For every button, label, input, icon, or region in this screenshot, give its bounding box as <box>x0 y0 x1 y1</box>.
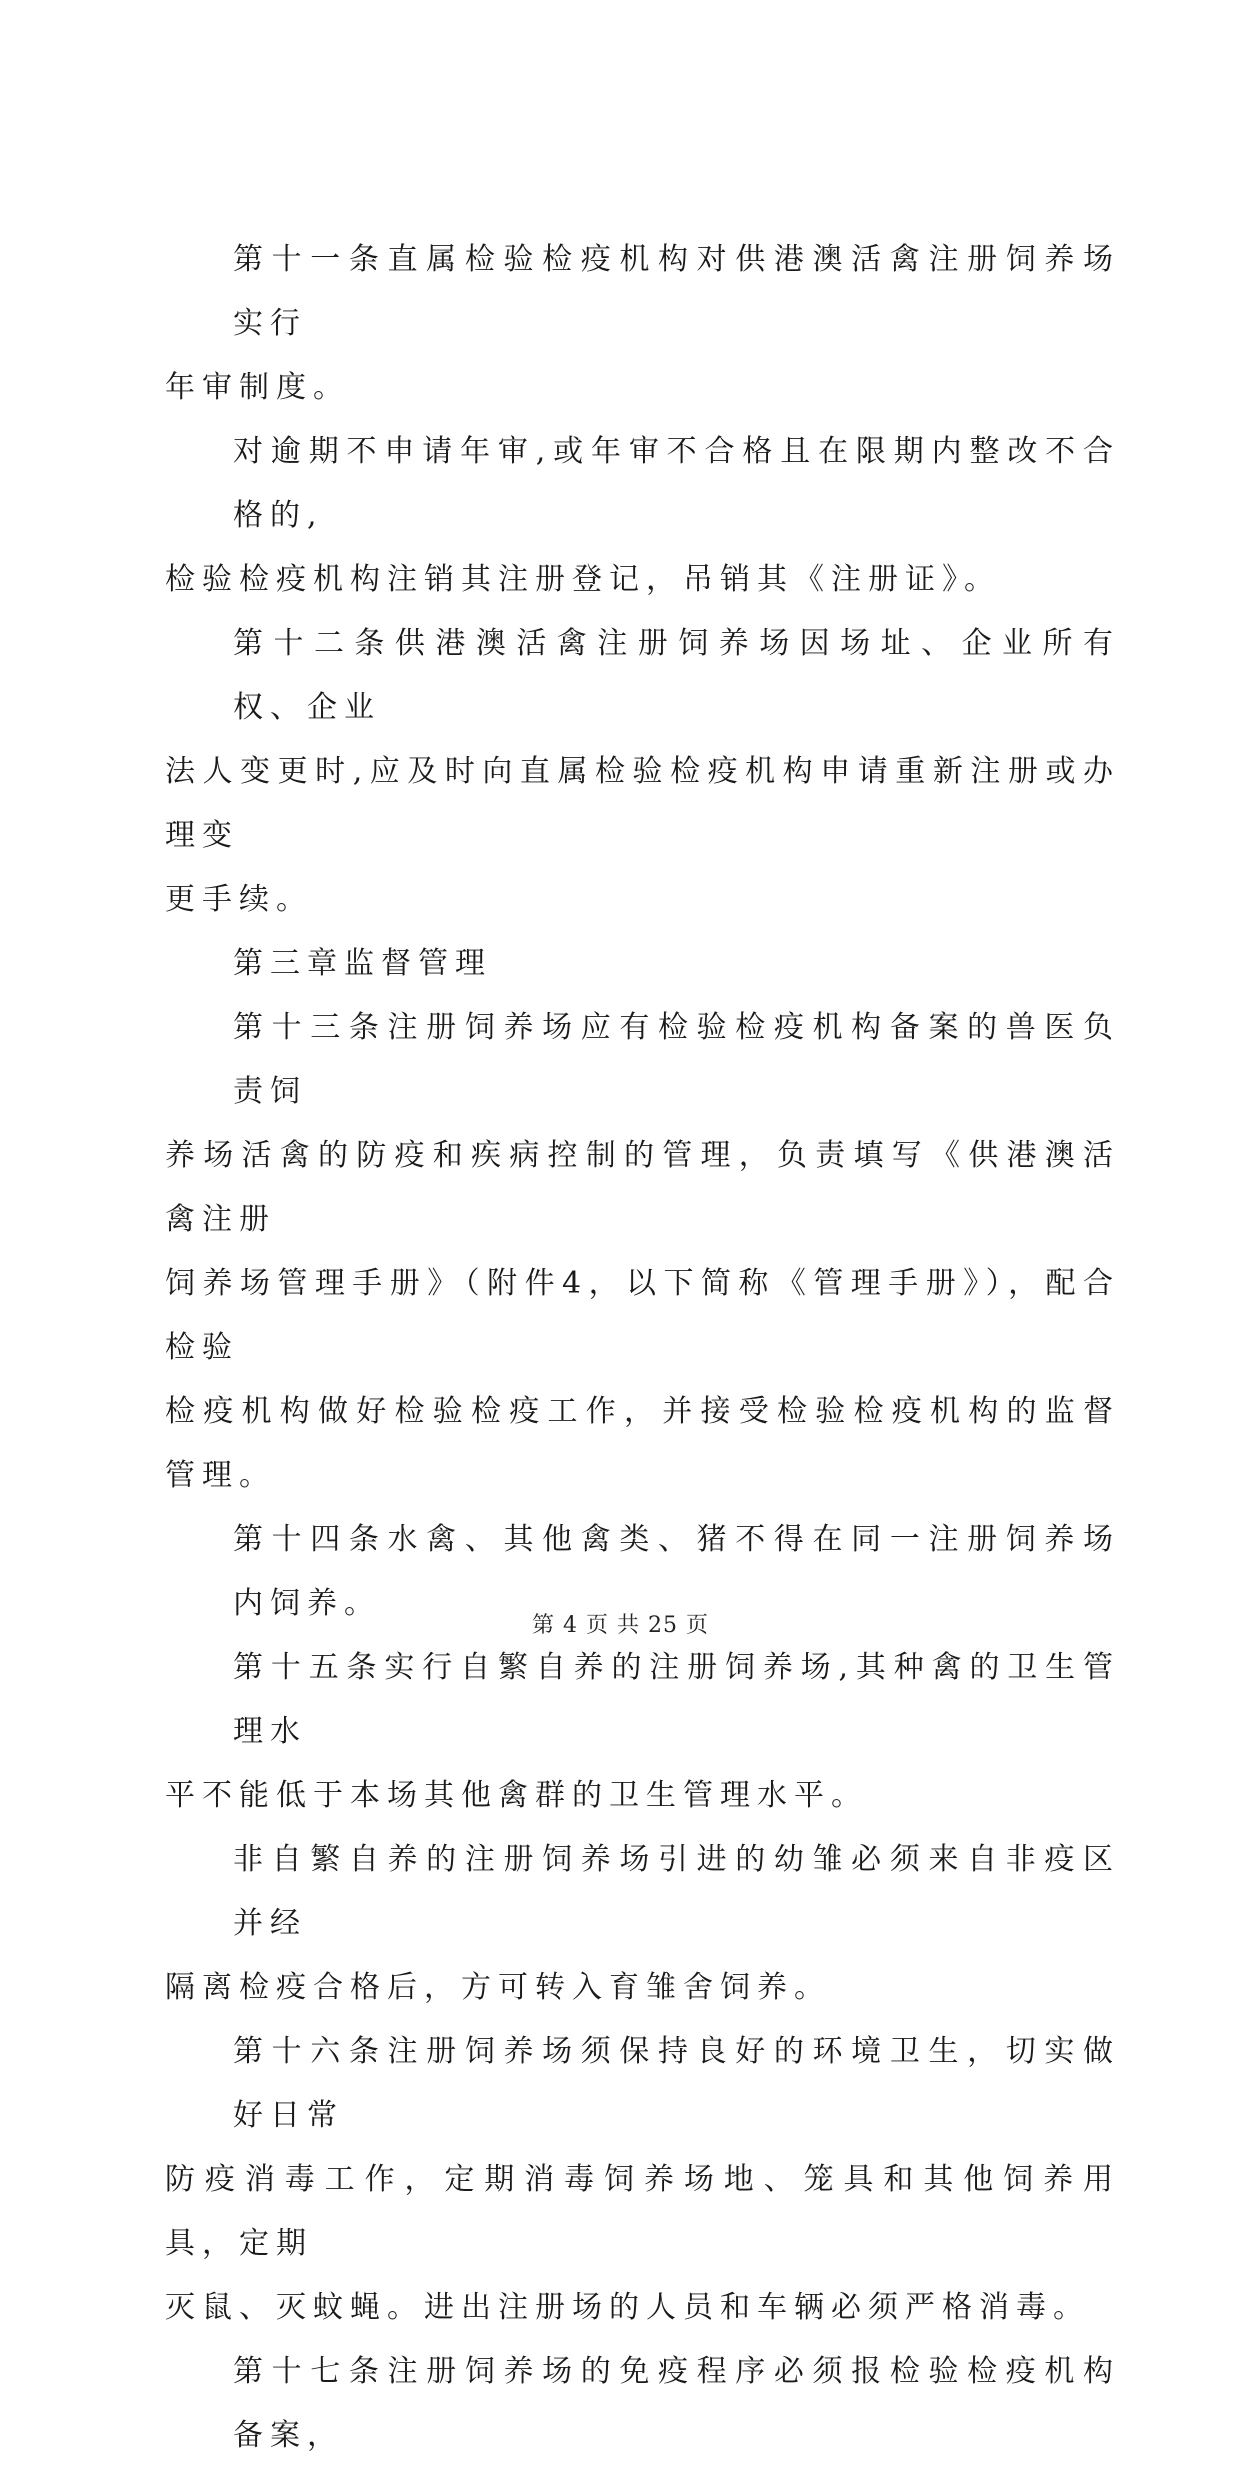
text-line: 第十一条直属检验检疫机构对供港澳活禽注册饲养场实行 <box>233 242 1120 341</box>
text-line: 非自繁自养的注册饲养场引进的幼雏必须来自非疫区并经 <box>233 1842 1120 1941</box>
text-line: 第三章监督管理 <box>233 946 492 981</box>
paragraph <box>165 420 1120 612</box>
paragraph <box>165 1636 1120 1828</box>
text-line: 检疫机构做好检验检疫工作，并接受检验检疫机构的监督管理。 <box>165 1394 1120 1493</box>
document-body <box>165 228 1120 2468</box>
paragraph <box>165 2020 1120 2340</box>
paragraph <box>165 612 1120 932</box>
paragraph <box>165 932 1120 996</box>
paragraph <box>165 996 1120 1508</box>
text-line: 对逾期不申请年审,或年审不合格且在限期内整改不合格的, <box>233 434 1120 533</box>
text-line: 平不能低于本场其他禽群的卫生管理水平。 <box>165 1778 868 1813</box>
paragraph <box>165 228 1120 420</box>
text-line: 第十五条实行自繁自养的注册饲养场,其种禽的卫生管理水 <box>233 1650 1120 1749</box>
text-line: 法人变更时,应及时向直属检验检疫机构申请重新注册或办理变 <box>165 754 1120 853</box>
paragraph <box>165 1828 1120 2020</box>
text-line: 防疫消毒工作，定期消毒饲养场地、笼具和其他饲养用具，定期 <box>165 2162 1120 2261</box>
text-line: 第十二条供港澳活禽注册饲养场因场址、企业所有权、企业 <box>233 626 1120 725</box>
text-line: 第十六条注册饲养场须保持良好的环境卫生，切实做好日常 <box>233 2034 1120 2133</box>
page-footer: 第 4 页 共 25 页 <box>532 1613 709 1638</box>
text-line: 隔离检疫合格后，方可转入育雏舍饲养。 <box>165 1970 831 2005</box>
text-line: 养场活禽的防疫和疾病控制的管理，负责填写《供港澳活禽注册 <box>165 1138 1120 1237</box>
text-line: 更手续。 <box>165 882 313 917</box>
paragraph <box>165 2340 1120 2468</box>
text-line: 饲养场管理手册》（附件4，以下简称《管理手册》），配合检验 <box>165 1266 1120 1365</box>
text-line: 第十三条注册饲养场应有检验检疫机构备案的兽医负责饲 <box>233 1010 1120 1109</box>
text-line: 检验检疫机构注销其注册登记，吊销其《注册证》。 <box>165 562 1001 597</box>
text-line: 第十四条水禽、其他禽类、猪不得在同一注册饲养场内饲养。 <box>233 1522 1120 1621</box>
text-line: 第十七条注册饲养场的免疫程序必须报检验检疫机构备案， <box>233 2354 1120 2453</box>
text-line: 年审制度。 <box>165 370 350 405</box>
text-line: 灭鼠、灭蚊蝇。进出注册场的人员和车辆必须严格消毒。 <box>165 2290 1090 2325</box>
